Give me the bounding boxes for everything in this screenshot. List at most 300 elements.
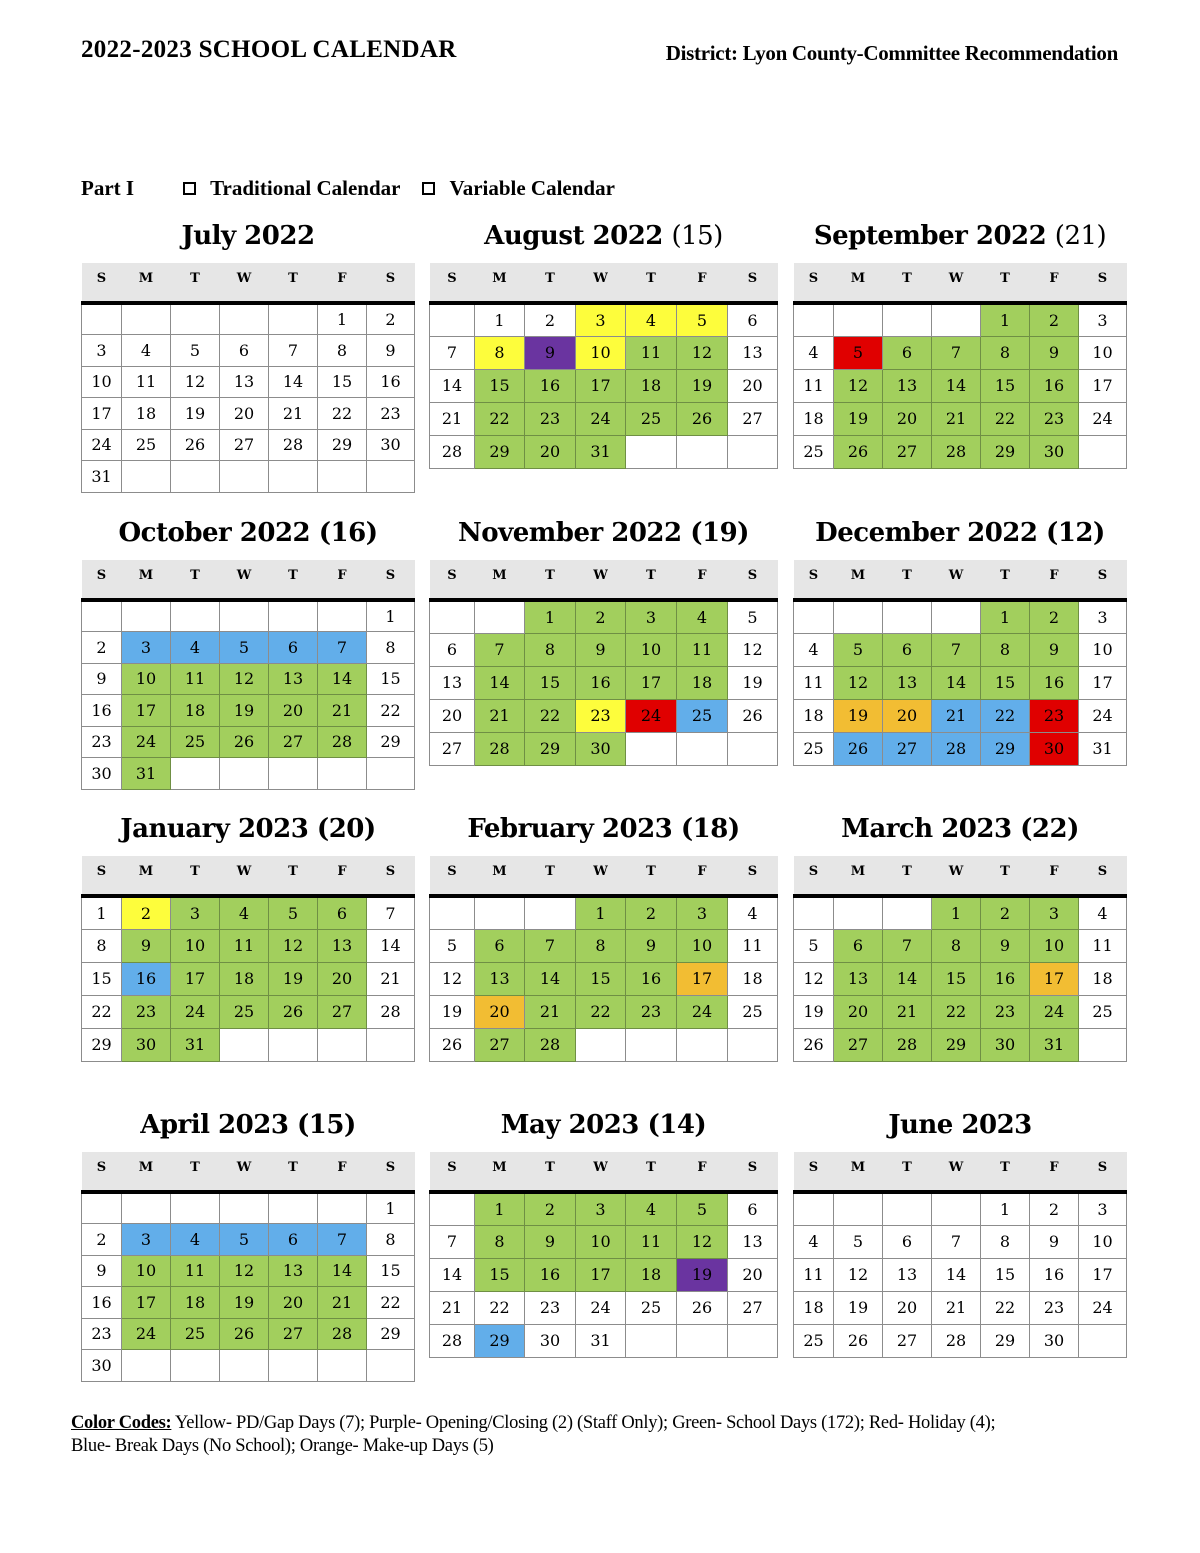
empty-cell: [220, 303, 269, 335]
weekday-header: S: [1079, 1152, 1127, 1192]
weekday-header: T: [171, 856, 220, 896]
empty-cell: [318, 1350, 367, 1382]
weekday-header: M: [475, 560, 525, 600]
day-cell: 22: [475, 1291, 525, 1324]
weekday-header: T: [981, 856, 1030, 896]
day-cell: 23: [1030, 699, 1079, 732]
day-cell: 18: [122, 398, 171, 430]
day-cell: 6: [318, 896, 367, 929]
day-cell: 6: [475, 929, 525, 962]
option-traditional-calendar[interactable]: [183, 176, 400, 201]
day-cell: 2: [525, 303, 576, 336]
weekday-header: M: [475, 1152, 525, 1192]
week-row: [82, 398, 415, 430]
day-cell: 16: [1030, 1258, 1079, 1291]
day-cell: 5: [728, 600, 778, 633]
day-cell: 10: [1030, 929, 1079, 962]
day-cell: 15: [475, 369, 525, 402]
color-legend: [71, 1412, 1141, 1458]
day-cell: 3: [122, 632, 171, 664]
day-cell: 17: [122, 1287, 171, 1319]
weekday-header: F: [318, 560, 367, 600]
day-cell: 12: [834, 1258, 883, 1291]
day-cell: 26: [220, 1318, 269, 1350]
day-cell: 11: [794, 1258, 834, 1291]
empty-cell: [367, 758, 415, 790]
day-cell: 7: [430, 336, 475, 369]
empty-cell: [834, 896, 883, 929]
day-cell: 27: [269, 1318, 318, 1350]
weekday-header: W: [220, 263, 269, 303]
week-row: [430, 929, 778, 962]
day-cell: 18: [794, 699, 834, 732]
day-cell: 29: [475, 1324, 525, 1357]
week-row: [430, 896, 778, 929]
day-cell: 15: [475, 1258, 525, 1291]
weekday-header: S: [728, 263, 778, 303]
day-cell: 6: [269, 632, 318, 664]
day-cell: 3: [122, 1224, 171, 1256]
weekday-header: S: [82, 856, 122, 896]
empty-cell: [318, 461, 367, 493]
day-cell: 15: [318, 366, 367, 398]
day-cell: 12: [220, 663, 269, 695]
weekday-header: T: [626, 560, 677, 600]
day-cell: 24: [576, 402, 626, 435]
week-row: [794, 929, 1127, 962]
option-variable-calendar[interactable]: [422, 176, 614, 201]
month-name: November 2022: [458, 518, 682, 548]
week-row: [82, 335, 415, 367]
option-label: Variable Calendar: [449, 176, 615, 200]
day-cell: 5: [171, 335, 220, 367]
month-calendar: [81, 1110, 415, 1382]
empty-cell: [269, 1350, 318, 1382]
empty-cell: [430, 600, 475, 633]
empty-cell: [834, 1192, 883, 1225]
day-cell: 2: [626, 896, 677, 929]
week-row: [430, 1028, 778, 1061]
weekday-header: W: [576, 560, 626, 600]
day-cell: 2: [1030, 1192, 1079, 1225]
day-cell: 2: [82, 632, 122, 664]
empty-cell: [171, 600, 220, 632]
day-cell: 18: [1079, 962, 1127, 995]
day-cell: 17: [82, 398, 122, 430]
day-cell: 25: [220, 995, 269, 1028]
day-cell: 18: [794, 402, 834, 435]
empty-cell: [269, 461, 318, 493]
day-cell: 18: [677, 666, 728, 699]
day-cell: 1: [82, 896, 122, 929]
weekday-header: S: [430, 560, 475, 600]
week-row: [794, 995, 1127, 1028]
day-cell: 18: [626, 1258, 677, 1291]
day-cell: 12: [171, 366, 220, 398]
day-cell: 27: [883, 1324, 932, 1357]
day-cell: 13: [269, 663, 318, 695]
month-name: February 2023: [467, 814, 673, 844]
month-calendar: [81, 814, 415, 1062]
day-cell: 20: [430, 699, 475, 732]
empty-cell: [1079, 1324, 1127, 1357]
day-cell: 15: [367, 1255, 415, 1287]
day-cell: 23: [626, 995, 677, 1028]
day-cell: 17: [1079, 369, 1127, 402]
day-cell: 14: [430, 369, 475, 402]
day-cell: 23: [122, 995, 171, 1028]
school-day-count: (20): [316, 814, 376, 844]
week-row: [794, 962, 1127, 995]
day-cell: 26: [834, 732, 883, 765]
school-day-count: (12): [1046, 518, 1105, 548]
week-row: [794, 600, 1127, 633]
empty-cell: [269, 303, 318, 335]
day-cell: 15: [932, 962, 981, 995]
empty-cell: [728, 1028, 778, 1061]
day-cell: 26: [834, 1324, 883, 1357]
weekday-header: M: [122, 856, 171, 896]
day-cell: 20: [318, 962, 367, 995]
day-cell: 20: [883, 1291, 932, 1324]
day-cell: 2: [525, 1192, 576, 1225]
empty-cell: [932, 1192, 981, 1225]
day-cell: 23: [1030, 1291, 1079, 1324]
day-cell: 14: [318, 1255, 367, 1287]
day-cell: 31: [1030, 1028, 1079, 1061]
weekday-header: T: [626, 856, 677, 896]
day-cell: 7: [475, 633, 525, 666]
empty-cell: [728, 732, 778, 765]
day-cell: 7: [525, 929, 576, 962]
week-row: [430, 369, 778, 402]
month-title: [429, 814, 778, 844]
week-row: [430, 303, 778, 336]
checkbox-icon[interactable]: [183, 182, 196, 195]
day-cell: 18: [794, 1291, 834, 1324]
day-cell: 21: [932, 699, 981, 732]
day-cell: 4: [1079, 896, 1127, 929]
day-cell: 18: [171, 695, 220, 727]
day-cell: 25: [1079, 995, 1127, 1028]
empty-cell: [883, 600, 932, 633]
day-cell: 20: [834, 995, 883, 1028]
day-cell: 14: [883, 962, 932, 995]
day-cell: 23: [525, 1291, 576, 1324]
day-cell: 13: [430, 666, 475, 699]
week-row: [82, 1350, 415, 1382]
day-cell: 5: [220, 1224, 269, 1256]
day-cell: 27: [728, 1291, 778, 1324]
day-cell: 1: [981, 303, 1030, 336]
day-cell: 30: [576, 732, 626, 765]
day-cell: 9: [82, 1255, 122, 1287]
option-label: Traditional Calendar: [210, 176, 401, 200]
day-cell: 15: [576, 962, 626, 995]
day-cell: 12: [728, 633, 778, 666]
week-row: [430, 666, 778, 699]
day-cell: 6: [728, 303, 778, 336]
day-cell: 17: [122, 695, 171, 727]
day-cell: 3: [82, 335, 122, 367]
empty-cell: [430, 896, 475, 929]
day-cell: 25: [794, 435, 834, 468]
day-cell: 26: [728, 699, 778, 732]
day-cell: 17: [1030, 962, 1079, 995]
week-row: [794, 1028, 1127, 1061]
day-cell: 28: [932, 732, 981, 765]
empty-cell: [794, 896, 834, 929]
day-cell: 17: [171, 962, 220, 995]
checkbox-icon[interactable]: [422, 182, 435, 195]
day-cell: 1: [367, 1192, 415, 1224]
week-row: [794, 1291, 1127, 1324]
day-cell: 16: [82, 1287, 122, 1319]
day-cell: 5: [220, 632, 269, 664]
day-cell: 16: [367, 366, 415, 398]
weekday-header: W: [220, 1152, 269, 1192]
month-title: [81, 221, 415, 251]
day-cell: 2: [1030, 600, 1079, 633]
day-cell: 18: [171, 1287, 220, 1319]
day-cell: 28: [367, 995, 415, 1028]
day-cell: 14: [932, 369, 981, 402]
week-row: [794, 435, 1127, 468]
month-calendar: [81, 518, 415, 790]
day-cell: 22: [981, 402, 1030, 435]
day-cell: 24: [626, 699, 677, 732]
day-cell: 13: [728, 1225, 778, 1258]
day-cell: 25: [171, 1318, 220, 1350]
day-cell: 29: [367, 726, 415, 758]
empty-cell: [367, 461, 415, 493]
day-cell: 16: [981, 962, 1030, 995]
day-cell: 5: [677, 303, 728, 336]
day-cell: 16: [525, 1258, 576, 1291]
weekday-header: W: [932, 263, 981, 303]
weekday-header: W: [932, 1152, 981, 1192]
day-cell: 24: [122, 726, 171, 758]
empty-cell: [430, 303, 475, 336]
empty-cell: [677, 1028, 728, 1061]
day-cell: 31: [576, 435, 626, 468]
empty-cell: [318, 1192, 367, 1224]
day-cell: 8: [932, 929, 981, 962]
day-cell: 30: [981, 1028, 1030, 1061]
day-cell: 16: [122, 962, 171, 995]
week-row: [794, 1225, 1127, 1258]
empty-cell: [269, 600, 318, 632]
day-cell: 19: [220, 695, 269, 727]
day-cell: 28: [269, 429, 318, 461]
day-cell: 4: [794, 1225, 834, 1258]
week-row: [794, 732, 1127, 765]
day-cell: 2: [122, 896, 171, 929]
empty-cell: [220, 758, 269, 790]
day-cell: 4: [626, 1192, 677, 1225]
part-label: Part I: [81, 176, 135, 200]
month-name: May 2023: [500, 1110, 639, 1140]
day-cell: 19: [430, 995, 475, 1028]
day-cell: 10: [576, 336, 626, 369]
empty-cell: [269, 1028, 318, 1061]
day-cell: 11: [626, 1225, 677, 1258]
month-calendar: [429, 814, 778, 1062]
weekday-header: M: [475, 856, 525, 896]
day-cell: 26: [430, 1028, 475, 1061]
month-title: [793, 814, 1127, 844]
day-cell: 23: [82, 726, 122, 758]
day-cell: 28: [932, 435, 981, 468]
month-name: June 2023: [888, 1110, 1032, 1140]
month-title: [793, 221, 1127, 251]
day-cell: 29: [475, 435, 525, 468]
day-cell: 9: [576, 633, 626, 666]
day-cell: 19: [677, 369, 728, 402]
day-cell: 13: [883, 666, 932, 699]
day-cell: 16: [576, 666, 626, 699]
empty-cell: [318, 1028, 367, 1061]
day-cell: 15: [981, 666, 1030, 699]
day-cell: 22: [367, 695, 415, 727]
empty-cell: [220, 461, 269, 493]
weekday-header: W: [932, 856, 981, 896]
day-cell: 4: [171, 632, 220, 664]
day-cell: 9: [122, 929, 171, 962]
week-row: [430, 633, 778, 666]
weekday-header: W: [576, 1152, 626, 1192]
day-cell: 12: [794, 962, 834, 995]
empty-cell: [367, 1028, 415, 1061]
weekday-header: F: [1030, 560, 1079, 600]
day-cell: 13: [728, 336, 778, 369]
month-title: [81, 1110, 415, 1140]
day-cell: 11: [122, 366, 171, 398]
weekday-header: M: [834, 856, 883, 896]
document-title: 2022-2023 SCHOOL CALENDAR: [81, 36, 457, 63]
month-calendar: [429, 221, 778, 469]
part-selector: [81, 176, 637, 201]
day-cell: 16: [1030, 666, 1079, 699]
week-row: [82, 1192, 415, 1224]
day-cell: 6: [430, 633, 475, 666]
day-cell: 30: [122, 1028, 171, 1061]
day-cell: 15: [981, 369, 1030, 402]
week-row: [82, 1287, 415, 1319]
day-cell: 21: [430, 1291, 475, 1324]
weekday-header: T: [269, 1152, 318, 1192]
empty-cell: [932, 600, 981, 633]
day-cell: 12: [834, 369, 883, 402]
day-cell: 17: [1079, 666, 1127, 699]
day-cell: 27: [475, 1028, 525, 1061]
weekday-header: S: [728, 560, 778, 600]
weekday-header: F: [318, 856, 367, 896]
week-row: [82, 632, 415, 664]
empty-cell: [794, 1192, 834, 1225]
month-title: [81, 814, 415, 844]
day-cell: 9: [1030, 633, 1079, 666]
week-row: [430, 336, 778, 369]
month-name: April 2023: [140, 1110, 289, 1140]
day-cell: 28: [475, 732, 525, 765]
day-cell: 21: [430, 402, 475, 435]
day-cell: 7: [932, 1225, 981, 1258]
day-cell: 5: [834, 633, 883, 666]
month-calendar: [81, 221, 415, 493]
day-cell: 13: [834, 962, 883, 995]
day-cell: 3: [1030, 896, 1079, 929]
day-cell: 23: [576, 699, 626, 732]
day-cell: 4: [626, 303, 677, 336]
day-cell: 30: [82, 758, 122, 790]
day-cell: 21: [883, 995, 932, 1028]
empty-cell: [171, 758, 220, 790]
day-cell: 7: [430, 1225, 475, 1258]
weekday-header: T: [626, 1152, 677, 1192]
weekday-header: W: [220, 856, 269, 896]
weekday-header: S: [1079, 560, 1127, 600]
day-cell: 24: [677, 995, 728, 1028]
week-row: [794, 402, 1127, 435]
day-cell: 14: [475, 666, 525, 699]
day-cell: 21: [525, 995, 576, 1028]
week-row: [794, 369, 1127, 402]
empty-cell: [171, 303, 220, 335]
weekday-header: S: [82, 560, 122, 600]
week-row: [82, 461, 415, 493]
empty-cell: [122, 1192, 171, 1224]
legend-title: Color Codes:: [71, 1413, 172, 1433]
empty-cell: [122, 600, 171, 632]
day-cell: 12: [677, 336, 728, 369]
day-cell: 10: [171, 929, 220, 962]
week-row: [82, 303, 415, 335]
empty-cell: [122, 1350, 171, 1382]
day-cell: 17: [677, 962, 728, 995]
day-cell: 23: [367, 398, 415, 430]
week-row: [82, 429, 415, 461]
day-cell: 21: [475, 699, 525, 732]
week-row: [82, 896, 415, 929]
day-cell: 16: [1030, 369, 1079, 402]
day-cell: 24: [576, 1291, 626, 1324]
day-cell: 7: [367, 896, 415, 929]
day-cell: 27: [883, 435, 932, 468]
month-calendar: [793, 518, 1127, 766]
day-cell: 4: [171, 1224, 220, 1256]
weekday-header: S: [794, 1152, 834, 1192]
day-cell: 26: [171, 429, 220, 461]
day-cell: 15: [367, 663, 415, 695]
day-cell: 22: [576, 995, 626, 1028]
day-cell: 6: [883, 1225, 932, 1258]
day-cell: 11: [1079, 929, 1127, 962]
day-cell: 4: [122, 335, 171, 367]
day-cell: 14: [367, 929, 415, 962]
day-cell: 13: [883, 1258, 932, 1291]
month-name: January 2023: [120, 814, 309, 844]
weekday-header: F: [677, 560, 728, 600]
week-row: [430, 1258, 778, 1291]
day-cell: 30: [525, 1324, 576, 1357]
weekday-header: F: [1030, 263, 1079, 303]
weekday-header: T: [171, 263, 220, 303]
weekday-header: T: [269, 560, 318, 600]
week-row: [82, 995, 415, 1028]
day-cell: 18: [220, 962, 269, 995]
day-cell: 14: [525, 962, 576, 995]
